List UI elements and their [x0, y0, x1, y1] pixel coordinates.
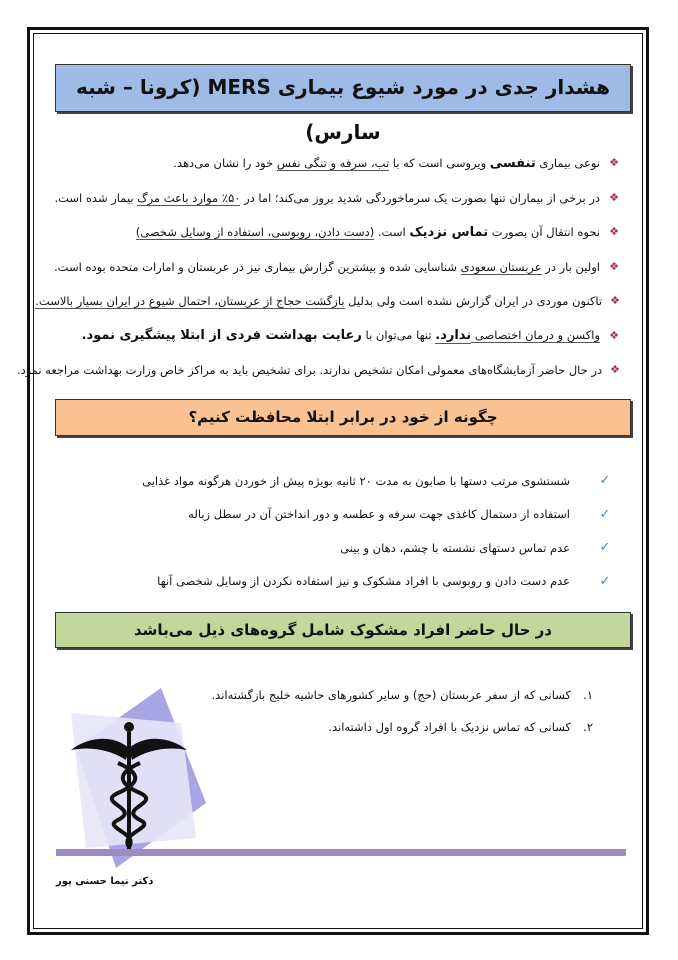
prevention-list: [100, 464, 620, 598]
author-name: دکتر نیما حسنی پور: [56, 876, 154, 887]
facts-list: [16, 146, 620, 388]
list-item: [50, 146, 620, 181]
item-text: [17, 358, 602, 382]
item-text: استفاده از دستمال کاغذی جهت سرفه و عطسه و دور انداختن آن در سطل زباله: [188, 507, 570, 522]
diamond-bullet-icon: ❖: [609, 259, 619, 273]
text-segment: در حال حاضر آزمایشگاه‌های معمولی امکان تشخیص ندارند. برای تشخیص باید به مراکز خاص وزارت بهداشت مراجعه نمود.: [16, 363, 603, 378]
text-segment: رعایت بهداشت فردی از ابتلا پیشگیری نمود.: [81, 328, 362, 344]
check-icon: ✓: [599, 573, 611, 589]
text-segment: تنها می‌توان با: [361, 328, 436, 343]
list-item: [50, 215, 620, 250]
text-segment: تنفسی: [489, 155, 536, 171]
text-segment: ندارد.: [435, 328, 472, 344]
item-text: [136, 220, 600, 245]
item-number: ۱.: [583, 688, 593, 702]
text-segment: شناسایی شده و بیشترین گزارش بیماری نیز در عربستان و امارات متحده بوده است.: [54, 259, 461, 274]
caduceus-icon: [56, 688, 206, 868]
diamond-bullet-icon: ❖: [610, 363, 620, 377]
text-segment: ویروسی است که با: [389, 155, 490, 170]
list-item: [50, 181, 620, 216]
text-segment: است.: [374, 224, 410, 239]
text-segment: واکسن و درمان اختصاصی: [471, 328, 600, 343]
list-item: [100, 498, 620, 532]
text-segment: عربستان سعودی: [460, 259, 542, 274]
item-text: [54, 255, 600, 279]
check-icon: ✓: [599, 540, 611, 556]
text-segment: خود را نشان می‌دهد.: [173, 155, 277, 170]
text-segment: تماس نزدیک: [409, 224, 489, 240]
item-text: [54, 186, 600, 210]
suspects-heading: در حال حاضر افراد مشکوک شامل گروه‌های ذیل می‌باشد: [55, 612, 631, 648]
text-segment: (دست دادن، روبوسی، استفاده از وسایل شخصی): [135, 224, 375, 239]
diamond-bullet-icon: ❖: [609, 328, 619, 342]
item-text: کسانی که تماس نزدیک با افراد گروه اول داشته‌اند.: [328, 720, 571, 734]
list-item: [100, 464, 620, 498]
item-text: عدم دست دادن و روبوسی با افراد مشکوک و نیز استفاده نکردن از وسایل شخصی آنها: [157, 574, 570, 589]
list-item: [16, 353, 620, 388]
prevention-heading: چگونه از خود در برابر ابتلا محافظت کنیم؟: [55, 399, 631, 436]
text-segment: بیمار شده است.: [54, 190, 138, 205]
text-segment: تاکنون موردی در ایران گزارش نشده است ولی بدلیل: [344, 294, 603, 309]
list-item: [50, 250, 620, 285]
text-segment: نحوه انتقال آن بصورت: [488, 224, 600, 239]
item-text: [35, 289, 602, 313]
item-text: شستشوی مرتب دستها با صابون به مدت ۲۰ ثانیه بویژه پیش از خوردن هرگونه مواد غذایی: [142, 473, 570, 488]
list-item: [35, 284, 620, 319]
text-segment: ۵۰٪ موارد باعث مرگ: [137, 190, 241, 205]
divider-bar: [56, 849, 626, 856]
diamond-bullet-icon: ❖: [609, 225, 619, 239]
text-segment: بازگشت حجاج از عربستان، احتمال شیوع در ایران بسیار بالاست.: [35, 294, 345, 309]
list-item: [100, 531, 620, 565]
item-text: [82, 323, 600, 348]
list-item: [50, 319, 620, 354]
text-segment: اولین بار در: [541, 259, 600, 274]
diamond-bullet-icon: ❖: [609, 190, 619, 204]
item-number: ۲.: [583, 720, 593, 734]
page-title: هشدار جدی در مورد شیوع بیماری MERS (کرونا – شبه سارس): [55, 64, 631, 112]
item-text: [173, 151, 600, 176]
check-icon: ✓: [599, 506, 611, 522]
item-text: عدم تماس دستهای نشسته با چشم، دهان و بینی: [340, 540, 570, 555]
list-item: [100, 565, 620, 599]
diamond-bullet-icon: ❖: [609, 156, 619, 170]
text-segment: نوعی بیماری: [535, 155, 600, 170]
text-segment: تب، سرفه و تنگی نفس: [276, 155, 390, 170]
text-segment: در برخی از بیماران تنها بصورت یک سرماخوردگی شدید بروز می‌کند؛ اما در: [240, 190, 600, 205]
item-text: کسانی که از سفر عربستان (حج) و سایر کشورهای حاشیه خلیج بازگشته‌اند.: [211, 688, 571, 702]
diamond-bullet-icon: ❖: [610, 294, 620, 308]
check-icon: ✓: [599, 473, 611, 489]
